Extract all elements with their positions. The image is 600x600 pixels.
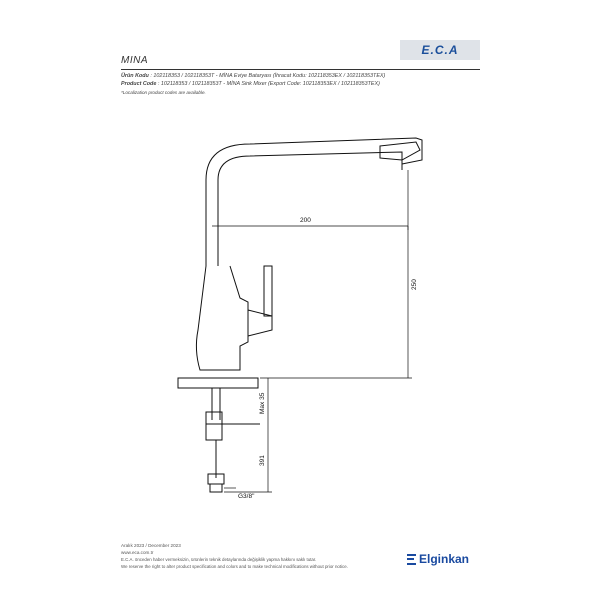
faucet-outline (178, 138, 422, 492)
lever-handle (264, 266, 272, 316)
eca-logo-text: E.C.A (421, 43, 459, 57)
dimension-lines (212, 170, 412, 492)
faucet-drawing-svg (140, 120, 460, 510)
shank-length-label: 391 (259, 455, 266, 466)
product-code-en-text: : 102118353 / 102118353T - MİNA Sink Mixer (Export Code: 102118353EX / 102118353TEX) (157, 81, 380, 87)
localization-note: *Localization product codes are available. (121, 90, 206, 95)
hose-connector (210, 484, 222, 492)
product-title: MINA (121, 55, 148, 66)
lever-base (248, 310, 272, 336)
footer-date: Aralık 2023 / December 2023 (121, 543, 181, 548)
elginkan-text: Elginkan (419, 552, 470, 566)
spout-tip (380, 142, 420, 160)
eca-logo (400, 40, 480, 60)
header-divider (121, 69, 480, 70)
product-code-tr (121, 73, 385, 80)
elginkan-mark-icon (407, 554, 416, 565)
max-thickness-label: Max 35 (259, 392, 266, 414)
footer-note-tr: E.C.A. önceden haber vermeksizin, ürünlerin teknik detaylarında değişiklik yapma hakkını saklı tutar. (121, 557, 317, 562)
product-code-en-label: Product Code (121, 81, 157, 87)
spout-outline (206, 138, 422, 266)
elginkan-logo (407, 552, 469, 566)
technical-drawing (140, 120, 460, 510)
footer-url: www.eca.com.tr (121, 550, 154, 555)
base-plate (178, 378, 258, 388)
footer-note-en: We reserve the right to alter product specification and colors and to make technical modifications without prior notice. (121, 564, 348, 569)
body-outline (196, 266, 248, 370)
reach-dim-label: 200 (300, 217, 311, 224)
height-dim-label: 250 (411, 279, 418, 290)
product-code-tr-text: : 102118353 / 102118353T - MİNA Eviye Bataryası (İhracat Kodu: 102118353EX / 102118353TEX) (150, 73, 386, 79)
product-code-tr-label: Ürün Kodu (121, 73, 149, 79)
connection-label: G3/8" (238, 493, 255, 500)
product-code-en (121, 81, 380, 88)
